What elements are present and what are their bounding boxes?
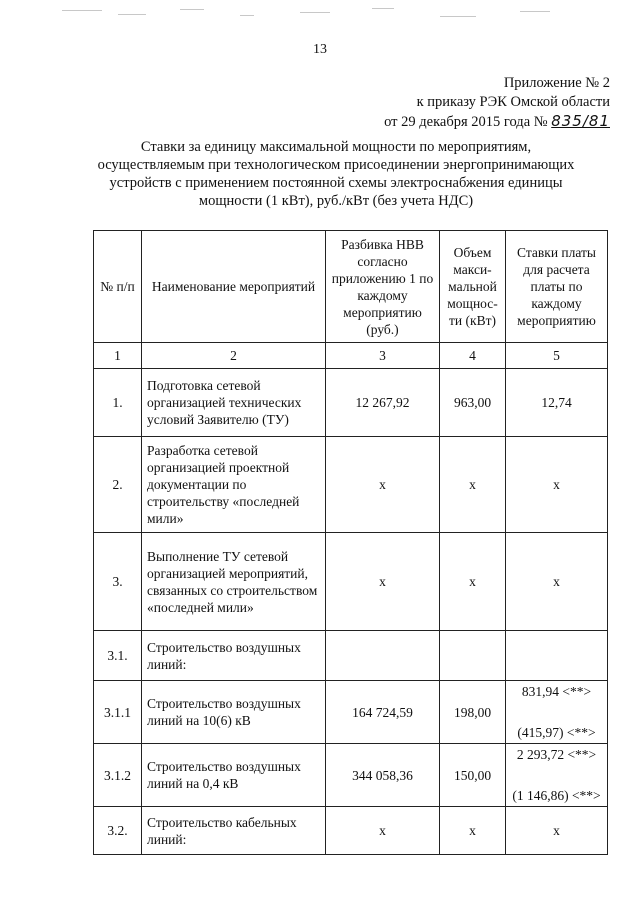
header-nvv: Разбивка НВВ согласно приложению 1 по каждому мероприятию (руб.) xyxy=(326,231,440,343)
row-num: 2. xyxy=(94,437,142,533)
table-row xyxy=(94,437,608,533)
title-line-4: мощности (1 кВт), руб./кВт (без учета НДС) xyxy=(198,193,474,209)
row-power: х xyxy=(440,437,506,533)
annex-date-line xyxy=(384,112,610,132)
handwritten-order-number: 835/81 xyxy=(551,112,610,130)
row-nvv: х xyxy=(326,437,440,533)
table-header-row xyxy=(94,231,608,343)
table-row xyxy=(94,369,608,437)
document-title xyxy=(60,138,612,210)
row-name: Строительство воздушных линий на 10(6) кВ xyxy=(142,681,326,744)
header-name: Наименование мероприятий xyxy=(142,231,326,343)
row-rate-value: 2 293,72 <**> xyxy=(516,747,597,762)
row-num: 3.1. xyxy=(94,631,142,681)
header-rate: Ставки платы для расчета платы по каждому мероприятию xyxy=(506,231,608,343)
table-row xyxy=(94,744,608,807)
row-num: 3.1.2 xyxy=(94,744,142,807)
page-number: 13 xyxy=(313,42,327,57)
row-nvv: 12 267,92 xyxy=(326,369,440,437)
row-power: 198,00 xyxy=(440,681,506,744)
row-rate xyxy=(506,631,608,681)
annex-date: от 29 декабря 2015 года № xyxy=(384,114,548,130)
row-nvv: х xyxy=(326,807,440,855)
row-rate: х xyxy=(506,533,608,631)
row-nvv: х xyxy=(326,533,440,631)
row-rate: 12,74 xyxy=(506,369,608,437)
row-power: 150,00 xyxy=(440,744,506,807)
table-row xyxy=(94,807,608,855)
row-rate-alt-value: (415,97) <**> xyxy=(517,725,596,740)
annex-order-ref: к приказу РЭК Омской области xyxy=(416,94,610,110)
table-row xyxy=(94,533,608,631)
annex-title: Приложение № 2 xyxy=(503,75,610,91)
row-name: Строительство воздушных линий на 0,4 кВ xyxy=(142,744,326,807)
column-number: 1 xyxy=(94,343,142,369)
row-nvv: 344 058,36 xyxy=(326,744,440,807)
row-name: Подготовка сетевой организацией технических условий Заявителю (ТУ) xyxy=(142,369,326,437)
title-line-3: устройств с применением постоянной схемы электроснабжения единицы xyxy=(109,175,563,191)
column-number: 5 xyxy=(506,343,608,369)
row-power: х xyxy=(440,807,506,855)
table-row xyxy=(94,681,608,744)
title-line-2: осуществляемым при технологическом присоединении энергопринимающих xyxy=(97,157,575,173)
row-num: 3.2. xyxy=(94,807,142,855)
row-rate-value: 831,94 <**> xyxy=(521,684,592,699)
row-power: х xyxy=(440,533,506,631)
row-power xyxy=(440,631,506,681)
row-num: 1. xyxy=(94,369,142,437)
column-number: 2 xyxy=(142,343,326,369)
header-num: № п/п xyxy=(94,231,142,343)
row-rate xyxy=(506,744,608,807)
row-rate: х xyxy=(506,437,608,533)
row-name: Строительство воздушных линий: xyxy=(142,631,326,681)
column-number-row xyxy=(94,343,608,369)
table-row xyxy=(94,631,608,681)
row-power: 963,00 xyxy=(440,369,506,437)
scan-noise xyxy=(0,6,640,26)
row-rate-alt-value: (1 146,86) <**> xyxy=(512,788,601,803)
row-num: 3. xyxy=(94,533,142,631)
row-name: Разработка сетевой организацией проектной документации по строительству «последней мили» xyxy=(142,437,326,533)
row-rate: х xyxy=(506,807,608,855)
column-number: 3 xyxy=(326,343,440,369)
title-line-1: Ставки за единицу максимальной мощности по мероприятиям, xyxy=(140,139,532,155)
row-name: Строительство кабельных линий: xyxy=(142,807,326,855)
column-number: 4 xyxy=(440,343,506,369)
row-rate xyxy=(506,681,608,744)
rates-table xyxy=(93,230,608,855)
row-name: Выполнение ТУ сетевой организацией мероприятий, связанных со строительством «последней мили» xyxy=(142,533,326,631)
row-num: 3.1.1 xyxy=(94,681,142,744)
header-power: Объем макси-мальной мощнос-ти (кВт) xyxy=(440,231,506,343)
row-nvv xyxy=(326,631,440,681)
annex-header xyxy=(384,74,610,132)
row-nvv: 164 724,59 xyxy=(326,681,440,744)
